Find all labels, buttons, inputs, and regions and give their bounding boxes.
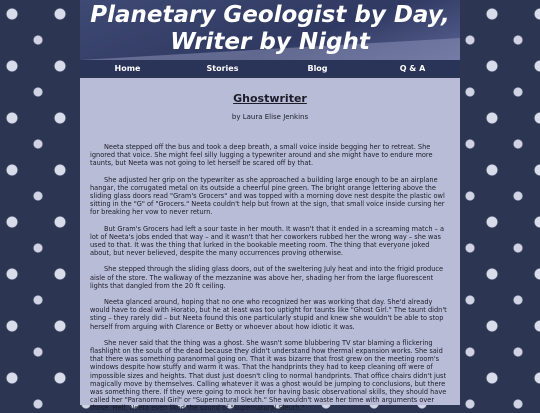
story-title: Ghostwriter <box>233 92 307 105</box>
nav-stories-link[interactable]: Stories <box>206 63 239 73</box>
story-paragraph: Neeta glanced around, hoping that no one who recognized her was working that day. She'd already would have to deal with Horatio, but he at least was too uptight for taunts like "Ghost Girl." The taunt didn't sting – they rarely did – but Neeta found this one particularly stupid and knew she wouldn't be able to stop herself from arguing with Clarence or Betty or whoever about how idiotic it was. <box>90 298 447 331</box>
nav-blog-link[interactable]: Blog <box>307 63 328 73</box>
story-paragraph: She adjusted her grip on the typewriter as she approached a building large enough to be an airplane hangar, the corrugated metal on its outside a cheerful pine green. The bright orange lettering above the sliding glass doors read "Gram's Grocers" and was topped with a morning dove nest despite the plastic owl sitting in the "G" of "Grocers." Neeta couldn't help but frown at the sign, that small voice inside cursing her for breaking her vow to never return. <box>90 175 445 217</box>
story-paragraph: She stepped through the sliding glass doors, out of the sweltering July heat and into the frigid produce aisle of the store. The walkway of the mezzanine was above her, shading her from the large fluorescent lights that dangled from the 20 ft ceiling. <box>90 265 444 290</box>
story-content <box>80 78 460 413</box>
story-paragraph: But Gram's Grocers had left a sour taste in her mouth. It wasn't that it ended in a screaming match – a lot of Neeta's jobs ended that way – and it wasn't that her coworkers rubbed her the wrong way – she was used to that. It was the thing that lurked in the bookable meeting room. The thing that everyone joked about, but never believed, despite the many occurrences proving otherwise. <box>90 224 445 258</box>
nav-qa-link[interactable]: Q & A <box>399 63 426 73</box>
site-title-line1: Planetary Geologist by Day, <box>90 2 450 28</box>
site-header <box>80 0 460 60</box>
story-paragraph: She never said that the thing was a ghost. She wasn't some blubbering TV star blaming a flickering flashlight on the souls of the dead because they didn't understand how thermal expansion works. She said that there was something paranormal going on. That it was bizarre that frost grew on the meeting room's windows despite how stuffy and warm it was. That the handprints they had to keep cleaning off were of impossible sizes and heights. That dust just doesn't cling to normal handprints. That office chairs didn't just magically move by themselves. Calling whatever it was a ghost would be jumping to conclusions, but there was something there. If they were going to mock her for having basic observational skills, they should have called her "Paranormal Girl" or "Supernatural Sleuth." She wouldn't waste her time with arguments over those. Hell, Neeta even liked the sound of "Supernatural Sleuth." <box>90 338 447 413</box>
main-nav <box>80 60 460 76</box>
site-title-line2: Writer by Night <box>170 29 370 55</box>
story-byline: by Laura Elise Jenkins <box>231 113 309 121</box>
site-title <box>80 2 460 56</box>
nav-home-link[interactable]: Home <box>114 63 141 73</box>
story-paragraph: Neeta stepped off the bus and took a deep breath, a small voice inside begging her to retreat. She ignored that voice. She might feel silly lugging a typewriter around and she might have to endure more taunts, but Neeta was not going to let herself be scared off by that. <box>90 143 433 168</box>
